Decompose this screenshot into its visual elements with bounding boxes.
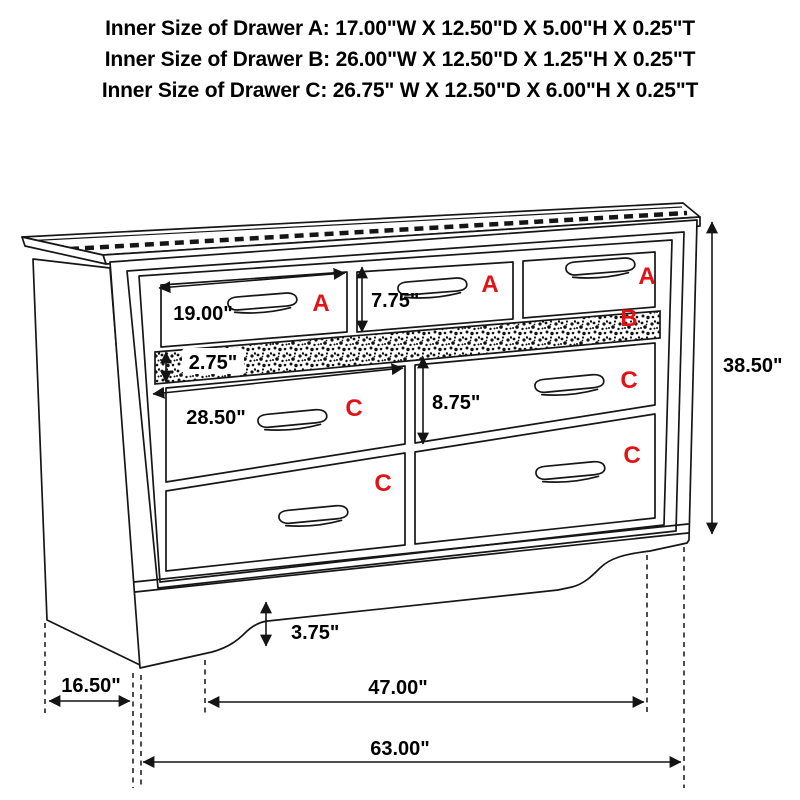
- label-drawer-c1: C: [345, 395, 363, 422]
- dim-overall-height-label: 38.50": [723, 355, 783, 377]
- label-drawer-a2: A: [481, 271, 499, 298]
- label-drawer-a1: A: [312, 290, 330, 317]
- dim-overall-height: [712, 222, 783, 534]
- label-drawer-c3: C: [620, 367, 638, 394]
- dim-drawer-c-height-label: 8.75": [432, 392, 481, 414]
- label-drawer-c4: C: [623, 442, 641, 469]
- dim-drawer-b-height-label: 2.75": [188, 352, 238, 374]
- dim-depth-label: 16.50": [61, 675, 121, 697]
- label-drawer-c2: C: [374, 470, 392, 497]
- dim-drawer-a-width-label: 19.00": [173, 303, 233, 325]
- title-line-drawer-b: Inner Size of Drawer B: 26.00"W X 12.50"D X 1.25"H X 0.25"T: [104, 48, 696, 71]
- label-drawer-b: B: [620, 305, 638, 332]
- title-line-drawer-c: Inner Size of Drawer C: 26.75" W X 12.50"D X 6.00"H X 0.25"T: [101, 79, 699, 102]
- dim-feet-span-label: 47.00": [368, 677, 428, 699]
- title-line-drawer-a: Inner Size of Drawer A: 17.00"W X 12.50"D X 5.00"H X 0.25"T: [105, 17, 695, 40]
- dim-drawer-a-height-label: 7.75": [371, 290, 420, 312]
- dim-feet-span: [208, 677, 644, 702]
- dim-foot-height-label: 3.75": [291, 622, 340, 644]
- dim-drawer-c-width-label: 28.50": [186, 407, 246, 429]
- dim-depth: [49, 675, 130, 701]
- dim-overall-width: [143, 738, 681, 762]
- label-drawer-a3: A: [638, 263, 656, 290]
- dim-overall-width-label: 63.00": [370, 738, 430, 760]
